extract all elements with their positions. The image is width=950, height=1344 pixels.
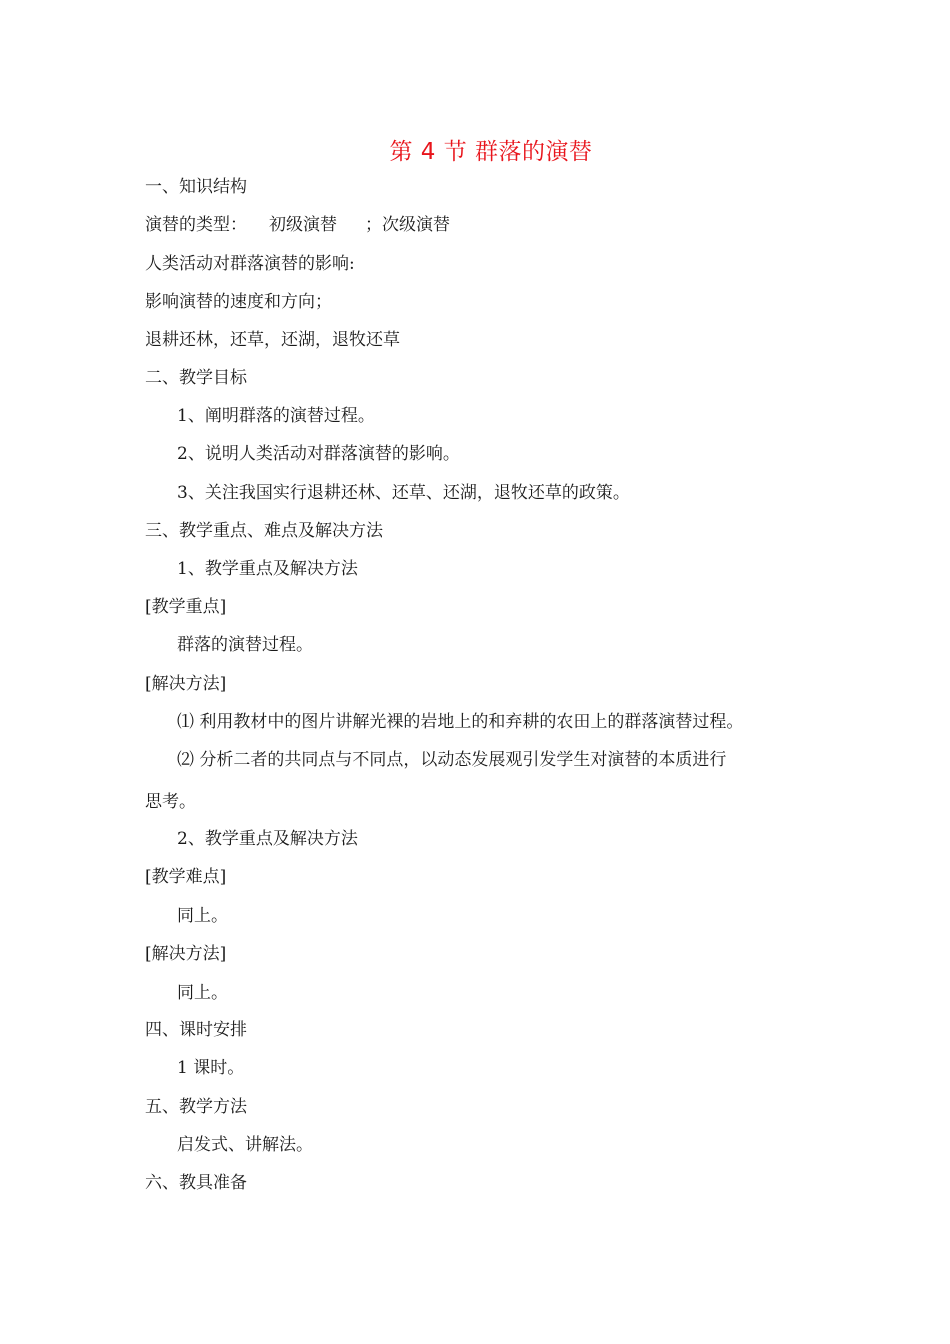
objective-2: 2、说明人类活动对群落演替的影响。	[177, 444, 460, 464]
objective-1: 1、阐明群落的演替过程。	[177, 406, 375, 426]
primary-succession: 初级演替	[269, 215, 337, 235]
solution-item-1: ⑴ 利用教材中的图片讲解光裸的岩地上的和弃耕的农田上的群落演替过程。	[177, 712, 744, 732]
key-points-label: [教学重点]	[145, 597, 227, 617]
section-heading-6: 六、教具准备	[145, 1173, 247, 1193]
document-title: 第 4 节 群落的演替	[389, 139, 593, 165]
section-heading-2: 二、教学目标	[145, 368, 247, 388]
subheading-difficulties: 2、教学重点及解决方法	[177, 829, 358, 849]
section-heading-5: 五、教学方法	[145, 1097, 247, 1117]
solution-item-2-continued: 思考。	[145, 792, 196, 812]
key-points-content: 群落的演替过程。	[177, 635, 313, 655]
solution-content-2: 同上。	[177, 983, 228, 1003]
solution-label-2: [解决方法]	[145, 944, 227, 964]
section-heading-1: 一、知识结构	[145, 177, 247, 197]
secondary-succession: ；次级演替	[365, 215, 450, 235]
difficulties-label: [教学难点]	[145, 867, 227, 887]
section-heading-3: 三、教学重点、难点及解决方法	[145, 521, 383, 541]
teaching-methods: 启发式、讲解法。	[177, 1135, 313, 1155]
lesson-hours: 1 课时。	[177, 1058, 245, 1078]
difficulties-content: 同上。	[177, 906, 228, 926]
succession-types-line	[145, 213, 450, 237]
objective-3: 3、关注我国实行退耕还林、还草、还湖，退牧还草的政策。	[177, 483, 630, 503]
section-heading-4: 四、课时安排	[145, 1020, 247, 1040]
subheading-key-points: 1、教学重点及解决方法	[177, 559, 358, 579]
solution-label-1: [解决方法]	[145, 674, 227, 694]
solution-item-2: ⑵ 分析二者的共同点与不同点，以动态发展观引发学生对演替的本质进行	[177, 750, 727, 770]
succession-types-label: 演替的类型：	[145, 215, 247, 235]
human-impact-heading: 人类活动对群落演替的影响:	[145, 254, 355, 274]
impact-speed-direction: 影响演替的速度和方向；	[145, 292, 332, 312]
return-farmland-line: 退耕还林，还草，还湖，退牧还草	[145, 330, 400, 350]
